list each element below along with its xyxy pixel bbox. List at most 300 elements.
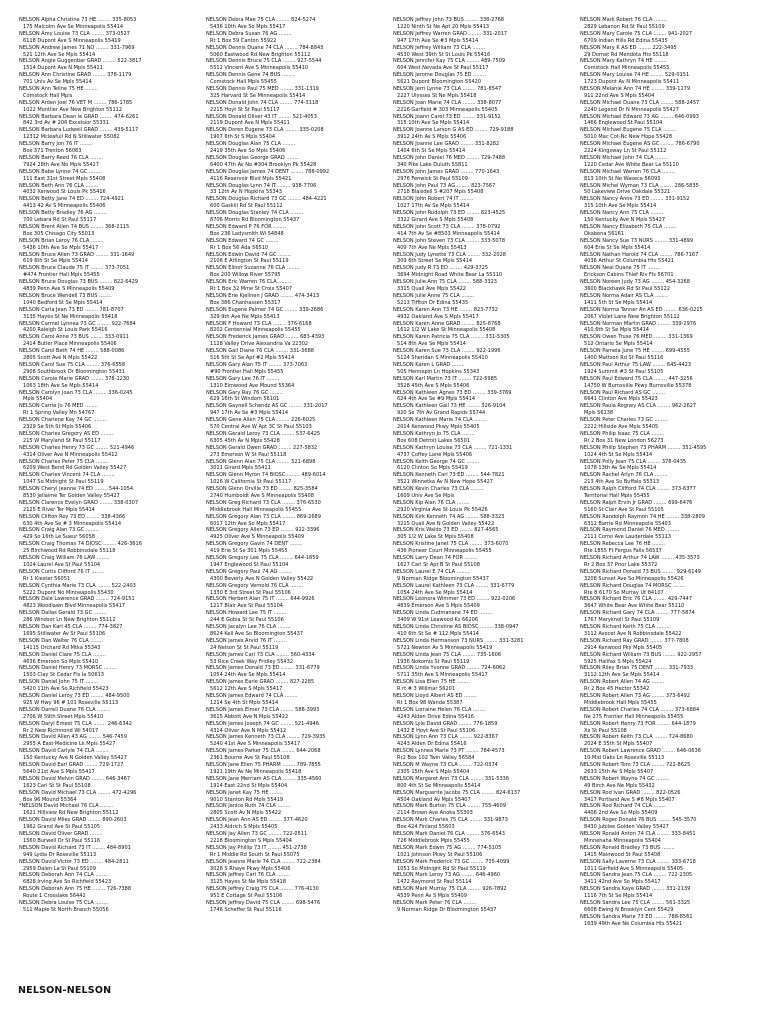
entry-address-line: 4032 Xerwood St Louis Pk 55416 [23,189,106,196]
entry-address-line: Box 200 Willow River 55795 [210,272,281,279]
entry-name-line: NELSON James Kenneth 73 CLA ........ 729-3935 [206,734,326,741]
entry-address-line: 842 3rd Av # 206 Excelsior 55331 [23,120,109,127]
entry-address-line: Middlebrook Hall Mpls 55455 [584,699,657,706]
directory-entry [206,321,390,335]
entry-name-line: NELSON Philip Isaac 75 CLA ........ [580,430,665,437]
entry-name-line: NELSON Jacalyn Lee 76 CLA ........ [206,624,291,631]
entry-address-line: Mpls 55404 [23,396,53,403]
entry-name-line: NELSON Rachel Arlyn 76 CLA ........ [580,472,668,479]
directory-entry [19,693,203,707]
directory-entry [580,472,764,486]
entry-name-line: NELSON David Earl GRAD ........ 729-1727 [19,762,124,769]
entry-name-line: NELSON Paul Edward 75 CLA ........ 447-3256 [580,375,693,382]
entry-address-line: 5222 Dupont No Minneapolis 55430 [23,589,114,596]
entry-name-line: NELSON Lorraine Helen 76 CLA ........ [393,706,486,713]
directory-entry [206,58,390,72]
entry-name-line: NELSON Karen Patricia 75 CLA ........ 331-5305 [393,334,510,341]
entry-address-line: 521 12th Ave Se Mpls 55414 [23,51,96,58]
entry-name-line: NELSON Mark Leroy 73 AG ........ 646-4960 [393,872,501,879]
entry-name-line: NELSON Pamela June 75 HE ........ 699-4555 [580,348,690,355]
directory-entry [393,652,577,666]
entry-address-line: 1466 Englewood St Paul 55104 [584,120,663,127]
directory-entry [206,86,390,100]
entry-name-line: NELSON Jeffrey Carl 76 CLA ........ [206,872,290,879]
entry-address-line: 5512 Vincent Ave S Minneapolis 55410 [210,65,309,72]
entry-address-line: 4636 Emerson So Mpls 55410 [23,658,99,665]
entry-address-line: 4243 Alden Drive Edina 55416 [397,713,474,720]
entry-name-line: NELSON Philip Stephen 73 PHARM ........ 331-4595 [580,444,707,451]
entry-name-line: NELSON Carole Marie GRAD ........ 378-1230 [19,375,130,382]
directory-entry [393,31,577,45]
directory-entry [19,583,203,597]
entry-address-line: 512 Ontario Se Mpls 55414 [584,341,653,348]
entry-name-line: NELSON David Melvin GRAD ........ 646-3467 [19,775,131,782]
entry-name-line: NELSON Karen L GRAD ........ [393,361,465,368]
entry-name-line: NELSON Robert Keith 73 CLA ........ 724-8680 [580,734,693,741]
entry-address-line: 1503 Clay St Cedar Fls Ia 50613 [23,672,104,679]
entry-address-line: Rr 1 Box 56 Ada 56510 [210,244,269,251]
directory-entry [580,914,764,928]
entry-name-line: NELSON Kip Alan 76 CLA ........ [393,499,470,506]
directory-entry [19,252,203,266]
entry-name-line: NELSON Joann Carol 73 ED ........ 331-9152 [393,113,501,120]
entry-name-line: NELSON Gregory Gavin 74 DENT ........ [206,541,303,548]
entry-name-line: NELSON James Parker 75 CLA ........ 644-2068 [206,748,321,755]
directory-entry [206,831,390,845]
entry-address-line: 6120 Clinton So Mpls 55419 [397,465,468,472]
directory-entry [206,417,390,431]
directory-entry [206,279,390,293]
directory-entry [206,486,390,500]
directory-entry [19,900,203,914]
entry-name-line: NELSON Mark Burton 75 CLA ........ 755-4609 [393,803,506,810]
entry-address-line: Box 424 Finland 55603 [397,824,455,831]
directory-entry [393,831,577,845]
entry-name-line: NELSON Sandra Jean 75 CLA ........ 722-2305 [580,872,693,879]
entry-address-line: 3112 Avocet Ave N Robbinsdale 55422 [584,630,682,637]
entry-name-line: NELSON Daniel Leroy 73 ED ........ 484-9500 [19,693,130,700]
entry-name-line: NELSON Randolph Raymon 74 HE ........ 338-2809 [580,513,705,520]
entry-name-line: NELSON M Wayne 73 CLA ........ 722-0374 [393,762,498,769]
entry-address-line: 813 10th St Ne Waseca 56093 [584,175,661,182]
entry-address-line: 5640 21st Ave S Mpls 55417 [23,768,95,775]
entry-address-line: 3417 Portland Ave S #8 Mpls 55407 [584,796,675,803]
directory-entry [580,679,764,693]
entry-name-line: NELSON Gregory Alan 73 CLA ........ 869-2689 [206,513,321,520]
entry-name-line: NELSON Greg Richard 73 CLA ........ 376-6530 [206,499,321,506]
directory-entry [580,514,764,528]
entry-address-line: 1621 Hillview Rd New Brighton 55112 [23,810,119,817]
directory-entry [393,279,577,293]
directory-entry [393,265,577,279]
entry-name-line: NELSON Carrie Jo 76 MED ........ [19,403,98,410]
entry-name-line: NELSON Robert Wayne 74 GC ........ [580,775,669,782]
entry-address-line: 4116 Reservoir Blvd Mpls 55421 [210,175,292,182]
directory-column-1 [19,17,203,914]
entry-name-line: NELSON Michael Eugene AS GC ........ 786-6790 [580,141,700,148]
entry-name-line: NELSON Janice Ruth 74 CLA ........ [206,803,291,810]
entry-name-line: NELSON Polly Jean 75 CLA ........ 378-0435 [580,458,687,465]
entry-name-line: NELSON Mark Peter 76 CLA ........ [393,900,477,906]
entry-name-line: NELSON Daniel John 75 IT ........ [19,679,99,686]
directory-entry [580,31,764,45]
entry-address-line: 2718 Blaisdell S #207 Mpls 55408 [397,189,484,196]
entry-address-line: 2111 Como Ave Lauderdale 55113 [584,534,672,541]
directory-entry [393,293,577,307]
entry-name-line: NELSON Dennis Duane 74 CLA ........ 784-8843 [206,44,324,51]
entry-address-line: 8706 Morris Rd Bloomington 55437 [210,217,300,224]
entry-address-line: 4406 2nd Ave So Mpls 55409 [584,810,658,817]
entry-address-line: 951 E Cottage St Paul 55106 [210,893,283,900]
entry-name-line: NELSON Debra Mae 75 CLA ........ 824-5274 [206,17,316,23]
directory-entry [580,596,764,610]
entry-name-line: NELSON Barry Jon 76 IT ........ [19,141,93,148]
entry-address-line: 1027 17th Av Se Mpls 55414 [397,203,470,210]
directory-entry [580,58,764,72]
directory-entry [19,45,203,59]
entry-address-line: 700 Lebara Rd St Paul 55117 [23,217,97,224]
directory-entry [393,334,577,348]
entry-address-line: 2215 Hoyt St St Paul 55117 [210,106,280,113]
directory-entry [19,596,203,610]
entry-name-line: NELSON Nathan Harold 74 CLA ........ 786-7167 [580,251,699,258]
directory-entry [393,238,577,252]
entry-name-line: NELSON Charles Peter 75 CLA ........ [19,458,109,465]
entry-address-line: 2433 Aldrich S Mpls 55405 [210,824,278,831]
directory-entry [580,776,764,790]
entry-name-line: NELSON Jean Ann AS ED ........ 377-4620 [206,817,308,824]
entry-address-line: 2706 W 59th Street Mpls 55410 [23,713,104,720]
directory-entry [393,252,577,266]
entry-address-line: 5240 41st Ave S Minneapolis 55417 [210,741,301,748]
entry-name-line: NELSON Bruce Wendell 73 BUS ........ [19,292,112,299]
entry-address-line: 6017 12th Ave So Mpls 55417 [210,520,286,527]
entry-address-line: 1962 Grand Ave St Paul 55105 [23,824,101,831]
entry-address-line: 3215 Quail Ave N Golden Valley 55422 [397,520,495,527]
directory-entry [19,845,203,859]
entry-address-line: 511 Maple St North Branch 55056 [23,906,109,913]
entry-address-line: 49 Birch Ave Ne Mpls 55432 [584,782,655,789]
entry-name-line: NELSON Larry Dean 74 FOR ........ [393,555,478,562]
entry-address-line: 2119 Dupont Ave N Mpls 55411 [210,120,290,127]
entry-name-line: NELSON Gregory Vernold 76 CLA ........ [206,582,303,589]
entry-name-line: NELSON Rebecca Lee 76 HE ........ [580,541,665,548]
directory-entry [206,459,390,473]
entry-address-line: 920 Se 7th Av Grand Rapids 55744 [397,410,486,417]
entry-name-line: NELSON Charles Gregory AS ED ........ [19,430,114,437]
directory-entry [580,114,764,128]
directory-entry [580,155,764,169]
entry-name-line: NELSON Jane Ellen 75 PHARM ........ 789-7855 [206,762,321,769]
directory-entry [19,334,203,348]
directory-entry [206,224,390,238]
directory-entry [206,293,390,307]
entry-name-line: NELSON David Oliver GRAD ........ [19,831,103,838]
entry-name-line: NELSON Douglas Stanley 74 CLA ........ [206,210,304,217]
directory-entry [393,114,577,128]
entry-address-line: 1609 Univ Ave Se Mpls [397,493,455,499]
entry-name-line: NELSON Arden Joel 76 VET M ........ 786-1785 [19,99,133,106]
directory-entry [206,707,390,721]
entry-address-line: Rt 1 Box 98 Wanda 55387 [397,699,463,706]
directory-entry [580,555,764,569]
entry-name-line: NELSON Sandra Kaye GRAD ........ 331-2139 [580,886,691,893]
entry-name-line: NELSON Charles Vincent 74 CLA ........ [19,472,115,479]
entry-address-line: 2222 Hillside Ave Mpls 55405 [584,424,659,431]
entry-name-line: NELSON Daniel Clare 75 CLA ........ [19,651,106,658]
directory-entry [19,72,203,86]
entry-address-line: 2633 15th Av S Mpls 55407 [584,768,654,775]
entry-name-line: NELSON Daniel Henry 73 MORSC ........ [19,665,117,672]
directory-entry [206,541,390,555]
entry-address-line: 570 Central Ave W Apt 3C St Paul 55103 [210,424,312,431]
entry-name-line: NELSON Debra Susan 76 AG ........ [206,30,292,37]
entry-name-line: NELSON Mark Frederick 73 GC ........ 735-4099 [393,858,510,865]
directory-entry [393,845,577,859]
entry-name-line: NELSON Ronald Anton 74 CLA ........ 333-8451 [580,831,696,838]
entry-name-line: NELSON Mark Robert 76 CLA ........ [580,17,667,23]
directory-entry [580,390,764,404]
directory-entry [580,334,764,348]
entry-address-line: 514 8th Ave Se Mpls 55414 [397,341,467,348]
directory-entry [393,665,577,679]
entry-address-line: 1051 So Midnight Rd St Paul 55119 [397,865,486,872]
entry-name-line: NELSON Jeffrey Craig 75 CLA ........ 776-4130 [206,886,319,893]
entry-name-line: NELSON Mary K AS ED ........ 222-3495 [580,44,677,51]
entry-name-line: NELSON Amy Louise 73 CLA ........ 373-0527 [19,30,130,37]
entry-address-line: 4036 Arthur St Columbia Hts 55421 [584,258,675,265]
entry-name-line: NELSON Angie Guggenbar GRAD ........ 522-3817 [19,58,142,65]
entry-name-line: NELSON Edward P 76 FOR ........ [206,223,286,230]
directory-entry [580,252,764,266]
directory-entry [206,790,390,804]
entry-name-line: NELSON Debra Louise 75 CLA ........ [19,900,109,906]
entry-name-line: NELSON Craig Thomas 74 DIOSC ........ 426-3616 [19,541,142,548]
entry-address-line: 4932 Oakland Ave S Mpls 55417 [397,313,479,320]
entry-name-line: NELSON Craig Alan 73 GC ........ [19,527,99,534]
entry-address-line: 1639 49th Ave Ne Columbia Hts 55421 [584,920,683,927]
entry-address-line: 4243 Alden Dr Edina 55416 [397,741,467,748]
entry-name-line: NELSON Kirk Kenneth 74 AG ........ 588-3323 [393,513,505,520]
directory-entry [19,817,203,831]
directory-entry [206,721,390,735]
directory-entry [393,321,577,335]
entry-address-line: 8202 Centennial Minneapolis 55455 [210,327,301,334]
directory-entry [580,845,764,859]
directory-entry [19,665,203,679]
directory-entry [19,100,203,114]
entry-name-line: NELSON Linda Christine AS BIOSC ........ 338-0947 [393,624,519,631]
entry-address-line: 1947 Englewood St Paul 55104 [210,561,289,568]
entry-name-line: NELSON Frederick James GRAD ........ 683-4393 [206,334,325,341]
directory-entry [393,210,577,224]
entry-name-line: NELSON Mark Murray 75 CLA ........ 926-7892 [393,886,507,893]
entry-address-line: 1627 Carl St Apt B St Paul 55108 [397,561,480,568]
directory-entry [19,114,203,128]
entry-address-line: 2106 E Arlington St Paul 55119 [210,258,289,265]
entry-address-line: Rr 1 Kiester 56051 [23,575,71,582]
directory-entry [393,872,577,886]
directory-entry [580,307,764,321]
entry-address-line: 286 Windsor Ln New Brighton 55112 [23,617,116,624]
entry-address-line: Route 1 Crosslake 56442 [23,893,86,900]
entry-address-line: 911 22nd Ave S Mpls 55404 [584,92,655,99]
entry-address-line: 1767 Maryknoll St Paul 55109 [584,617,660,624]
entry-name-line: NELSON Owen Truse 76 MED ........ 331-1369 [580,334,693,341]
directory-entry [206,210,390,224]
entry-address-line: 2908 Southbrook Dr Bloomington 55431 [23,368,125,375]
entry-name-line: NELSON Linda Cudmanane 74 ED ........ [393,610,493,617]
directory-entry [393,390,577,404]
entry-address-line: 2014 Kenwood Pkwy Mpls 55405 [397,424,480,431]
directory-entry [19,196,203,210]
entry-address-line: 624 4th Ave Se #9 Mpls 55414 [397,396,476,403]
entry-name-line: NELSON Kathryn Jo 75 CLA ........ [393,430,475,437]
directory-entry [393,376,577,390]
entry-address-line: 2305 15th Ave S Mpls 55404 [397,768,470,775]
entry-name-line: NELSON Dennis Bruce 75 CLA ........ 927-5544 [206,58,322,65]
entry-name-line: NELSON Kris Waldo 73 ED ........ 827-4565 [393,527,499,534]
entry-address-line: Comstock Hall Mpls 55455 [210,79,277,86]
entry-name-line: NELSON Ann Teline 75 HE ........ [19,85,98,92]
entry-address-line: 2361 Bourne Ave St Paul 55108 [210,755,290,762]
directory-entry [19,390,203,404]
entry-name-line: NELSON David Richard 73 IT ........ 484-8901 [19,844,131,851]
directory-entry [580,362,764,376]
entry-name-line: NELSON Betty Bradley 76 AG ........ [19,210,107,217]
entry-address-line: 1063 18th Ave Se Mpls 55414 [23,382,99,389]
directory-entry [19,238,203,252]
entry-name-line: NELSON Babe Lynne 74 GC ........ [19,168,102,175]
entry-address-line: 1078 13th Av Se Mpls 55414 [584,465,657,472]
directory-entry [393,17,577,31]
entry-address-line: 1022 Montlier Ave New Brighton 55112 [23,106,123,113]
entry-name-line: NELSON Kathleen Marie 74 CLA ........ [393,417,487,424]
entry-address-line: 1936 Nokomis St Paul 55119 [397,658,470,665]
directory-column-3 [393,17,577,914]
entry-name-line: NELSON Gerald Owen GRAD ........ 227-5832 [206,444,318,451]
entry-name-line: NELSON Andrew James 71 NO ........ 331-7969 [19,44,135,51]
directory-entry [206,624,390,638]
directory-entry [206,348,390,362]
entry-address-line: Ne 275 Frontier Hall Minneapolis 55455 [584,713,684,720]
entry-name-line: NELSON Julie Ann 75 CLA ........ 588-3323 [393,279,497,286]
entry-name-line: NELSON Kevin Charles 73 CLA ........ [393,486,484,493]
entry-name-line: NELSON Lyle David GRAD ........ 776-1859 [393,720,498,727]
entry-address-line: 9 Norman Ridge Bloomington 55437 [397,575,489,582]
entry-name-line: NELSON Elinor Suzanne 76 CLA ........ [206,265,300,272]
entry-address-line: Rt 1 Box 32 Mme St Croix 55407 [210,286,293,293]
entry-name-line: NELSON Karen Ann 73 HE ........ 823-7732 [393,306,498,313]
entry-name-line: NELSON Mark Daniel 76 CLA ........ 376-6543 [393,831,506,838]
directory-entry [206,776,390,790]
entry-name-line: NELSON David Miles GRAD ........ 890-2603 [19,817,127,824]
entry-address-line: 4823 Woodlawn Blvd Minneapolis 55417 [23,603,126,610]
directory-entry [19,748,203,762]
entry-address-line: 2914 Kenwood Pky Mpls 55405 [584,644,663,651]
entry-address-line: 2959 Dalen La St Paul 55109 [23,865,96,872]
entry-name-line: NELSON James Joseph 74 GC ........ 521-4946 [206,720,319,727]
entry-address-line: 5060 Eastwood Rd New Brighton 55112 [210,51,311,58]
entry-name-line: NELSON John Steven 73 CLA ........ 333-5078 [393,237,506,244]
entry-address-line: 3600 Blackhawk Rd St Paul 55122 [584,286,671,293]
entry-name-line: NELSON Douglas Alan 75 CLA ........ [206,141,296,148]
entry-name-line: NELSON Gary Alan 75 IT ........ 373-7063 [206,361,308,368]
entry-name-line: NELSON David Victor 73 ED ........ 484-2811 [19,858,129,865]
directory-entry [206,638,390,652]
directory-entry [580,445,764,459]
entry-address-line: 1914 East 22nd St Mpls 55404 [210,782,288,789]
entry-name-line: NELSON Herbert Alan 75 IT ........ 644-9926 [206,596,315,603]
entry-address-line: Comstock Hall Mpls [23,92,73,99]
entry-address-line: 2227 Ulysses St Ne Mpls 55418 [397,92,477,99]
directory-entry [393,748,577,762]
directory-entry [580,624,764,638]
entry-name-line: NELSON James Elmer 73 CLA ........ 588-3993 [206,706,320,713]
directory-entry [206,252,390,266]
directory-entry [393,100,577,114]
entry-address-line: 8624 Kell Ave So Bloomington 55437 [210,630,304,637]
entry-name-line: NELSON Edward 74 GC ........ [206,237,279,244]
entry-name-line: NELSON James Donald 73 ED ........ 331-6779 [206,665,320,672]
directory-entry [580,17,764,31]
directory-entry [19,362,203,376]
entry-name-line: NELSON Carolyn Joan 73 CLA ........ 336-0245 [19,389,133,396]
entry-name-line: NELSON Michael Edward 73 AG ........ 646-0993 [580,113,699,120]
directory-entry [19,58,203,72]
entry-address-line: 14115 Orchard Rd Mtka 55343 [23,644,101,651]
entry-address-line: 5621 Dupont Bloomington 55420 [397,79,482,86]
entry-address-line: Rr 2 Box 37 Prior Lake 55372 [584,561,658,568]
entry-address-line: 325 Harvard St Se Minneapolis 55414 [210,92,306,99]
entry-address-line: 1723 Dupont Av N Minneapolis 55411 [584,79,680,86]
directory-entry [580,169,764,183]
entry-address-line: 3694 Midnight Road White Bear La 55110 [397,272,503,279]
directory-entry [206,390,390,404]
entry-address-line: 1907 6th St S Mpls 55404 [210,134,276,141]
entry-address-line: 1128 Valley Drive Alexandria Va 22302 [210,341,309,348]
directory-entry [393,45,577,59]
entry-name-line: NELSON Joanne Larson G AS ED ........ 729-9188 [393,127,514,134]
entry-name-line: NELSON Jeffrey David 75 CLA ........ 698-5476 [206,900,321,906]
entry-name-line: NELSON Eric Warren 76 CLA ........ [206,279,292,286]
directory-entry [393,445,577,459]
entry-address-line: 1217 Blair Ave St Paul 55104 [210,603,284,610]
directory-entry [580,748,764,762]
entry-address-line: 6312 Barrie Rd Minneapolis 55403 [584,520,671,527]
entry-name-line: NELSON Sally Laverne 73 CLA ........ 333-6718 [580,858,696,865]
directory-entry [19,127,203,141]
directory-entry [393,486,577,500]
directory-entry [393,141,577,155]
entry-name-line: NELSON John Scott 73 CLA ........ 378-0792 [393,223,501,230]
entry-name-line: NELSON Dennis Paul 75 MED ........ 331-1319 [206,85,319,92]
directory-column-2 [206,17,390,914]
entry-name-line: NELSON Mark Charles 75 CLA ........ 331-9873 [393,817,508,824]
directory-entry [19,459,203,473]
entry-name-line: NELSON Nancy Elizabeth 75 CLA ........ [580,223,677,230]
entry-name-line: NELSON Laurel E 74 CLA ........ [393,568,470,575]
entry-name-line: NELSON Nancy Anne 73 ED ........ 331-9152 [580,196,690,203]
entry-address-line: 1432 E Hoyt Ave St Paul 55106 [397,727,476,734]
directory-column-4 [580,17,764,928]
entry-name-line: NELSON James Edward 74 CLA ........ [206,693,298,700]
entry-name-line: NELSON Eugene Palmer 74 GC ........ 339-2686 [206,306,324,313]
entry-address-line: Minnehaha Minneapolis 55404 [584,837,661,844]
directory-entry [206,472,390,486]
entry-address-line: 2976 Fenwick St Paul 55109 [397,175,468,182]
directory-entry [19,210,203,224]
